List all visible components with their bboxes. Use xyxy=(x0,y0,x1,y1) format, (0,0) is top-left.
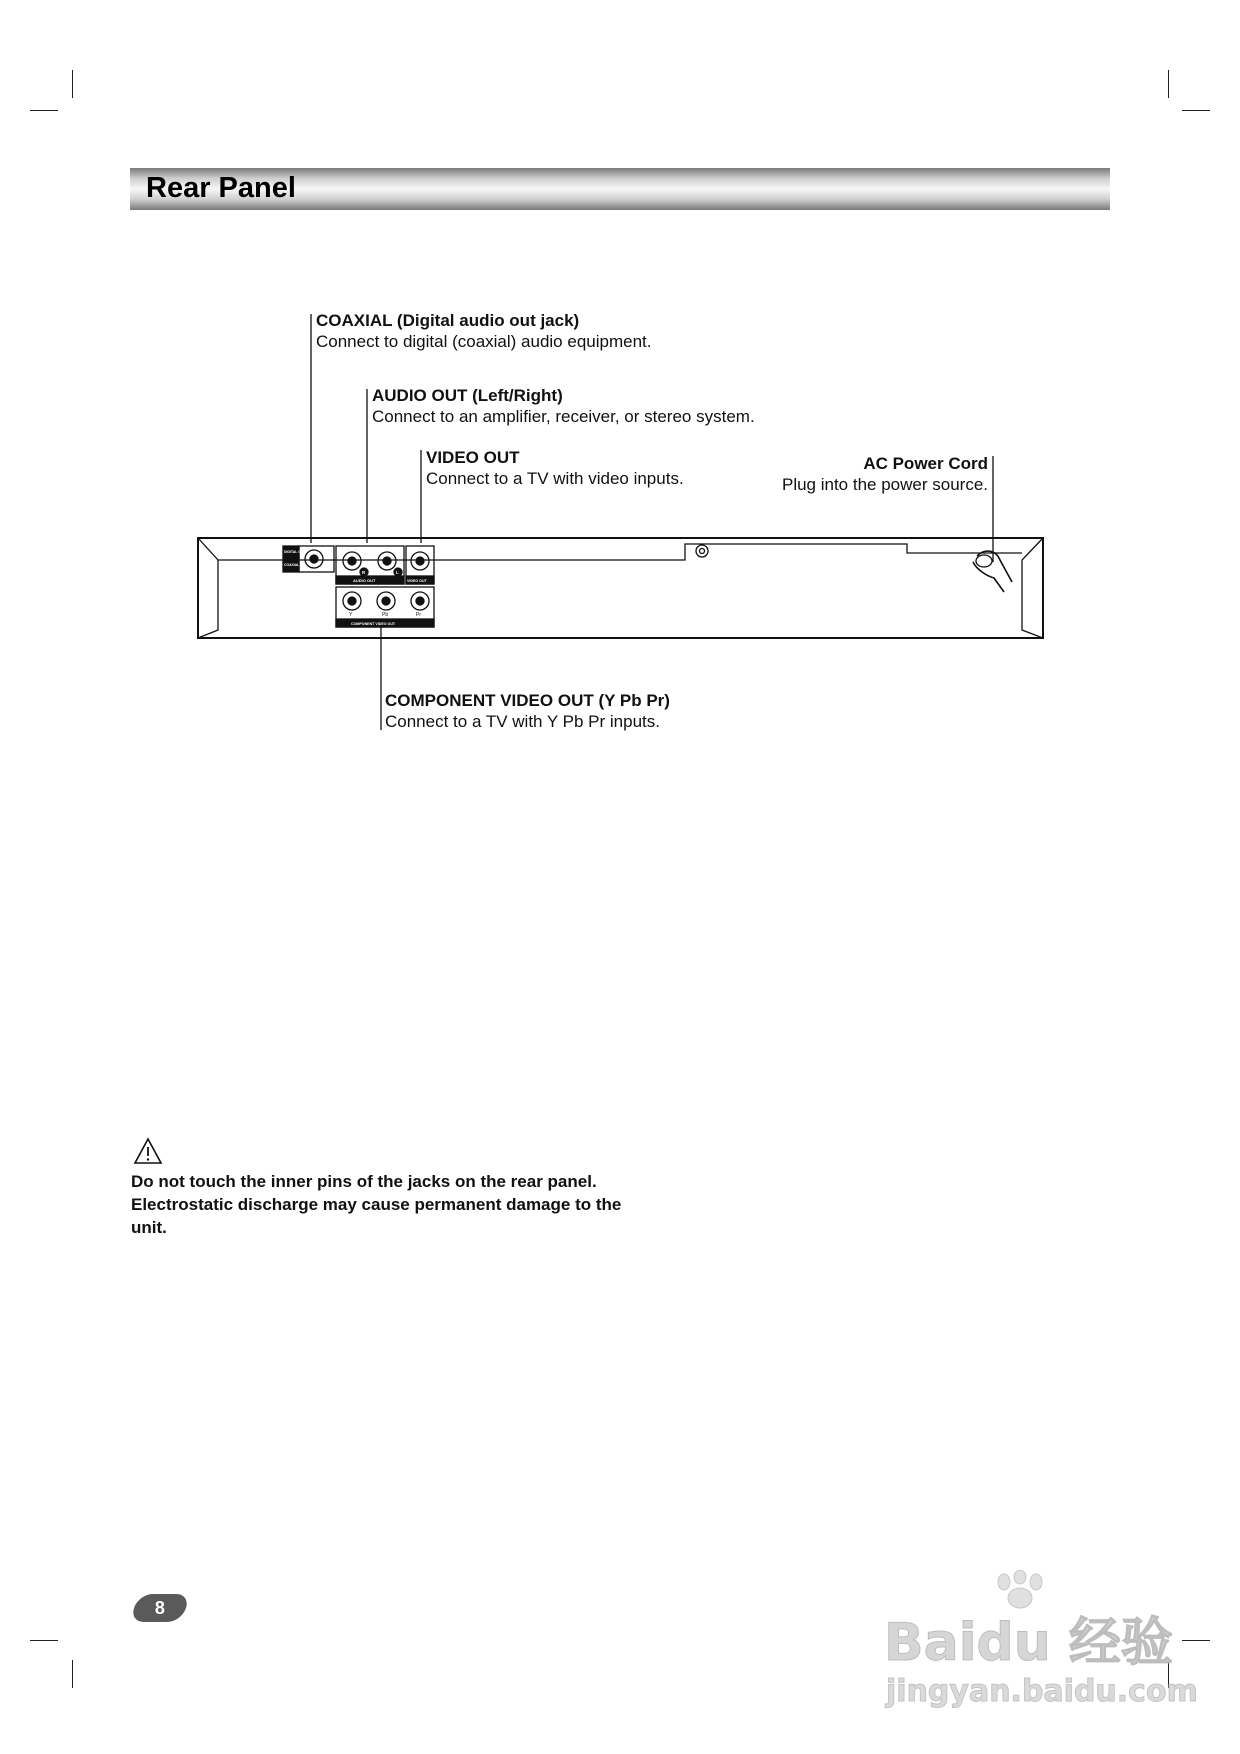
coaxial-panel-label: COAXIAL xyxy=(284,563,300,567)
component-panel-label: COMPONENT VIDEO OUT xyxy=(351,622,396,626)
audio-out-callout xyxy=(372,385,755,427)
coaxial-description: Connect to digital (coaxial) audio equipment. xyxy=(316,332,652,351)
screw-inner xyxy=(700,549,705,554)
audio-right-label: R xyxy=(362,570,366,575)
y-label: Y xyxy=(349,612,353,618)
screw xyxy=(696,545,708,557)
audio-out-heading: AUDIO OUT (Left/Right) xyxy=(372,386,563,405)
watermark-brand: Baidu 经验 xyxy=(884,1613,1173,1673)
component-description: Connect to a TV with Y Pb Pr inputs. xyxy=(385,712,660,731)
audio-out-description: Connect to an amplifier, receiver, or stereo system. xyxy=(372,407,755,426)
pr-label: Pr xyxy=(416,612,421,618)
audio-out-panel-label: AUDIO OUT xyxy=(353,578,376,583)
page-title: Rear Panel xyxy=(146,172,296,204)
page-number: 8 xyxy=(154,1597,165,1618)
ac-power-description: Plug into the power source. xyxy=(781,475,988,494)
component-callout xyxy=(385,690,670,732)
video-out-heading: VIDEO OUT xyxy=(426,448,520,467)
ac-power-heading: AC Power Cord xyxy=(863,454,988,473)
chassis-top-edge-right xyxy=(710,544,1022,553)
chassis-left-bracket xyxy=(198,538,218,638)
coaxial-callout xyxy=(316,310,651,352)
watermark-url: jingyan.baidu.com xyxy=(886,1674,1198,1709)
digital-out-label: DIGITAL OUT xyxy=(284,550,306,554)
caution-text: Do not touch the inner pins of the jacks on the rear panel. Electrostatic discharge may cause permanent damage to the unit. xyxy=(131,1172,622,1237)
ac-power-callout xyxy=(782,453,988,495)
chassis-right-bracket xyxy=(1022,538,1043,638)
watermark xyxy=(876,1570,1198,1720)
video-out-description: Connect to a TV with video inputs. xyxy=(426,469,684,488)
component-heading: COMPONENT VIDEO OUT (Y Pb Pr) xyxy=(385,691,670,710)
video-out-panel-label: VIDEO OUT xyxy=(407,579,427,583)
video-out-callout xyxy=(426,447,684,489)
coaxial-heading: COAXIAL (Digital audio out jack) xyxy=(316,311,580,330)
warning-triangle-icon xyxy=(133,1137,163,1165)
pb-label: Pb xyxy=(382,612,389,618)
audio-left-label: L xyxy=(396,570,399,575)
